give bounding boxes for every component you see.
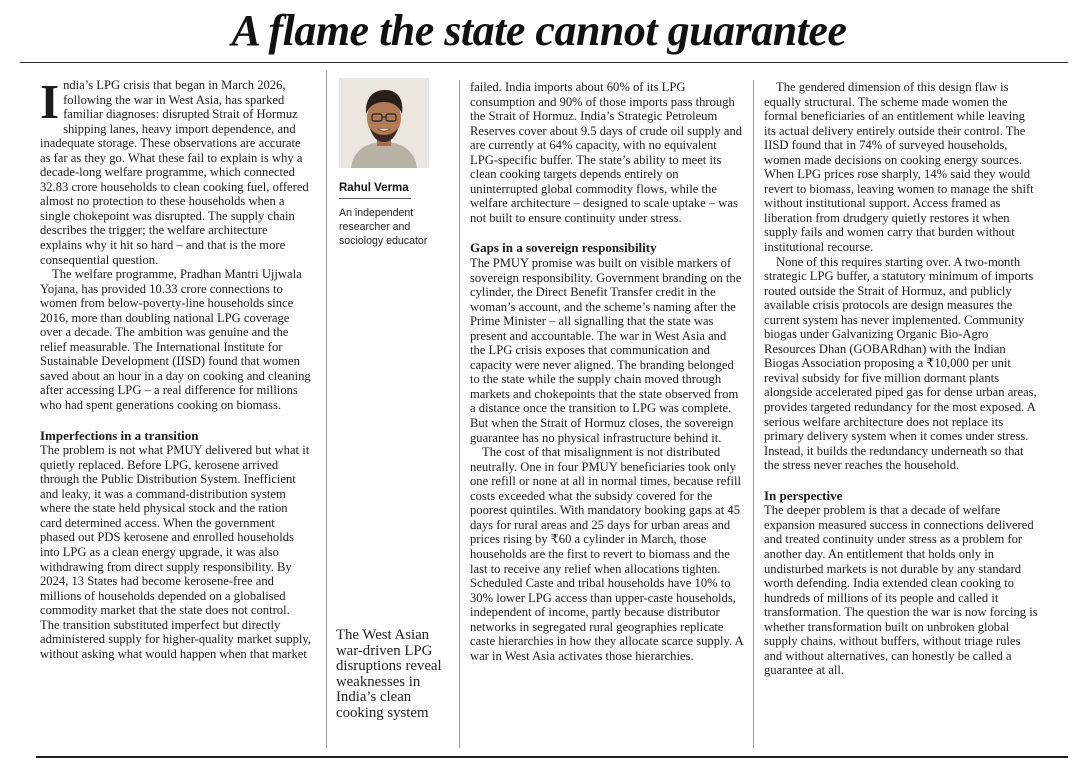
author-portrait-image xyxy=(339,78,429,168)
headline: A flame the state cannot guarantee xyxy=(231,6,847,55)
author-name-rule xyxy=(339,198,411,199)
article-column-3 xyxy=(764,80,1038,678)
paragraph: The welfare programme, Pradhan Mantri Ujjwala Yojana, has provided 10.33 crore connections to women from below-poverty-line households since 2016, more than doubling national LPG coverage over a decade. The ambition was genuine and the relief measurable. The International Institute for Sustainable Development (IISD) found that women saved about an hour in a day on cooking and cleaning after accessing LPG – a real difference for millions who had spent generations cooking on biomass. xyxy=(40,267,311,413)
author-photo xyxy=(339,78,429,168)
paragraph: The problem is not what PMUY delivered but what it quietly replaced. Before LPG, kerosene arrived through the Public Distribution System. Inefficient and leaky, it was a command-distribution system where the state held physical stock and the ration card determined access. When the government phased out PDS kerosene and enrolled households into LPG as a clean energy upgrade, it was also withdrawing from direct supply responsibility. By 2024, 13 States had become kerosene-free and millions of households depended on a globalised commodity market that the state does not control. The transition substituted imperfect but directly administered supply for higher-quality market supply, without asking what would happen when that market xyxy=(40,443,312,661)
paragraph xyxy=(40,74,312,267)
paragraph-text: ndia’s LPG crisis that began in March 2026, following the war in West Asia, has sparked familiar diagnoses: disrupted Strait of Hormuz shipping lanes, heavy import dependence, and inadequate storage. These observations are accurate as far as they go. What these fail to explain is why a decade-long welfare programme, which connected 32.83 crore households to clean cooking fuel, offered almost no protection to these households when a single chokepoint was disrupted. The supply chain describes the trigger; the welfare architecture explains why it hit so hard – and that is the more consequential question. xyxy=(40,78,309,267)
drop-cap: I xyxy=(40,74,60,129)
author-name: Rahul Verma xyxy=(339,182,409,194)
column-divider xyxy=(459,80,460,748)
paragraph: The cost of that misalignment is not distributed neutrally. One in four PMUY beneficiaries took only one refill or none at all in normal times, because refill costs exceeded what the subsidy covered for the poorest quintiles. With mandatory booking gaps at 45 days for rural areas and 25 days for urban areas and prices rising by ₹60 a cylinder in March, those households are the first to revert to biomass and the last to receive any relief when allocations tighten. Scheduled Caste and tribal households have 10% to 30% lower LPG access than upper-caste households, independent of income, partly because distributor networks in segregated rural geographies replicate caste hierarchies in how they allocate scarce supply. A war in West Asia activates those hierarchies. xyxy=(470,445,743,663)
paragraph: None of this requires starting over. A two-month strategic LPG buffer, a statutory minimum of imports routed outside the Strait of Hormuz, and publicly available crisis protocols are design measures the current system has never implemented. Community biogas under Galvanizing Organic Bio-Agro Resources Dhan (GOBARdhan) with the Indian Biogas Association proposing a ₹10,000 per unit revival subsidy for five million dormant plants alongside accelerated piped gas for dense urban areas, provides targeted redundancy for the most exposed. A serious welfare architecture does not replace its primary delivery system when it comes under stress. Instead, it builds the redundancy underneath so that the stress never reaches the household. xyxy=(764,254,1037,473)
subheading: Imperfections in a transition xyxy=(40,427,199,443)
bottom-rule xyxy=(36,756,1068,758)
column-divider xyxy=(326,70,327,748)
author-block xyxy=(339,78,457,248)
paragraph: The PMUY promise was built on visible markers of sovereign responsibility. Government branding on the cylinder, the Direct Benefit Transfer credit in the woman’s account, and the scheme’s naming after the Prime Minister – all signalling that the state was present and accountable. The war in West Asia and the LPG crisis exposes that communication and capacity were never aligned. The branding belonged to the state while the supply chain moved through markets and chokepoints that the state observed from a distance once the transition to LPG was complete. But when the Strait of Hormuz closes, the sovereign guarantee has no physical infrastructure behind it. xyxy=(470,256,742,445)
article-column-1 xyxy=(40,74,312,661)
top-rule xyxy=(20,62,1068,63)
paragraph: The deeper problem is that a decade of welfare expansion measured success in connections delivered and treated continuity under stress as a problem for another day. An entitlement that holds only in undisturbed markets is not durable by any standard worth defending. India extended clean cooking to hundreds of millions of its people and called it transformation. The question the war is now forcing is whether transformation built on unbroken global supply chains, without buffers, without triage rules and without alternatives, can honestly be called a guarantee at all. xyxy=(764,503,1038,678)
subheading: Gaps in a sovereign responsibility xyxy=(470,240,657,256)
pull-quote: The West Asian war-driven LPG disruptions reveal weaknesses in India’s clean cooking system xyxy=(336,627,442,721)
paragraph: failed. India imports about 60% of its LPG consumption and 90% of those imports pass through the Strait of Hormuz. India’s Strategic Petroleum Reserves cover about 9.5 days of crude oil supply and are currently at 64% capacity, with no equivalent LPG-specific buffer. The state’s ability to meet its clean cooking targets depends entirely on uninterrupted global commodity flows, while the welfare architecture – designed to scale uptake – was not built to ensure continuity under stress. xyxy=(470,80,743,225)
author-bio: An independent researcher and sociology educator xyxy=(339,207,428,247)
subheading: In perspective xyxy=(764,487,843,503)
article-column-2 xyxy=(470,80,744,663)
column-divider xyxy=(753,80,754,748)
paragraph: The gendered dimension of this design flaw is equally structural. The scheme made women the formal beneficiaries of an entitlement while leaving its actual delivery entirely outside their control. The IISD found that in 74% of surveyed households, women made decisions on cooking energy sources. When LPG prices rose sharply, 14% said they would revert to biomass, leaving women to manage the shift without institutional support. Access framed as liberation from drudgery quietly restores it when supply fails and women carry that burden without institutional recourse. xyxy=(764,80,1034,255)
